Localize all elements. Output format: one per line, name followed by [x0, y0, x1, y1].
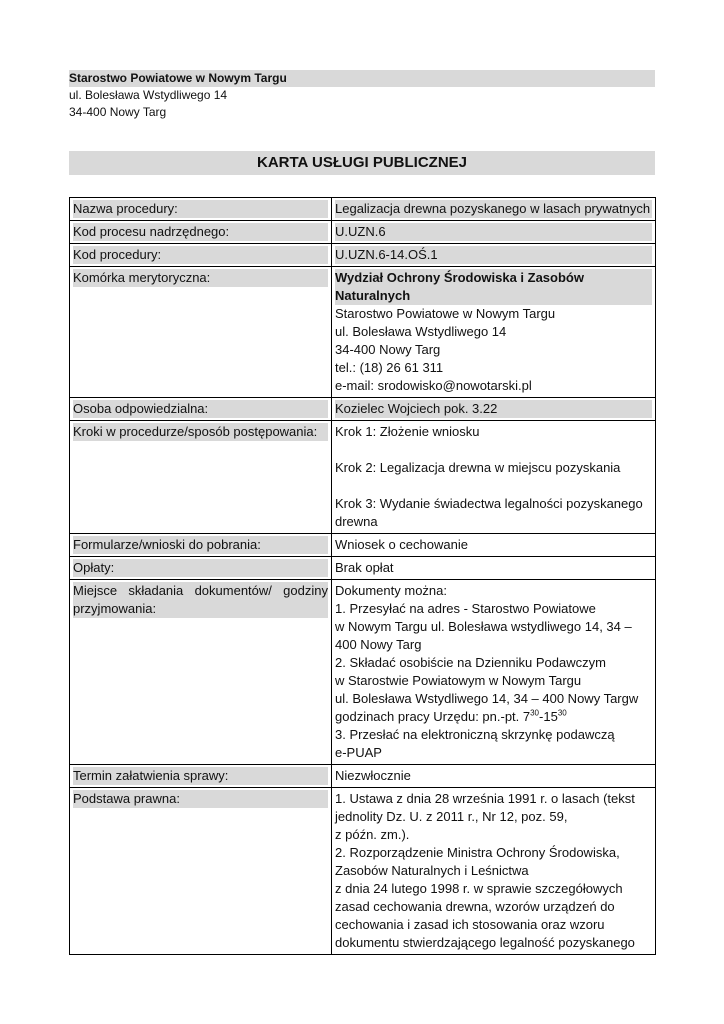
- submission-line-9: 3. Przesłać na elektroniczną skrzynkę podawczą: [335, 727, 615, 742]
- row-forms: [70, 534, 656, 557]
- row-parent-code: [70, 221, 656, 244]
- step-2: Krok 2: Legalizacja drewna w miejscu pozyskania: [335, 460, 621, 475]
- row-procedure-name: [70, 198, 656, 221]
- submission-line-6: w Starostwie Powiatowym w Nowym Targu: [335, 673, 582, 688]
- label-procedure-code: Kod procedury:: [73, 246, 328, 264]
- label-procedure-name: Nazwa procedury:: [73, 200, 328, 218]
- submission-line-10: e-PUAP: [335, 745, 382, 760]
- unit-name: Wydział Ochrony Środowiska i Zasobów Naturalnych: [335, 270, 584, 303]
- row-procedure-code: [70, 244, 656, 267]
- step-3: Krok 3: Wydanie świadectwa legalności pozyskanego: [335, 496, 643, 511]
- label-unit: Komórka merytoryczna:: [73, 269, 328, 287]
- legal-line-2: jednolity Dz. U. z 2011 r., Nr 12, poz. 59,: [335, 809, 568, 824]
- value-procedure-name: Legalizacja drewna pozyskanego w lasach prywatnych: [335, 201, 651, 216]
- value-fees: Brak opłat: [335, 560, 394, 575]
- label-legal: Podstawa prawna:: [73, 790, 328, 808]
- row-steps: [70, 421, 656, 534]
- unit-email: e-mail: srodowisko@nowotarski.pl: [335, 378, 532, 393]
- row-deadline: [70, 765, 656, 788]
- value-forms: Wniosek o cechowanie: [335, 537, 468, 552]
- step-1: Krok 1: Złożenie wniosku: [335, 424, 480, 439]
- label-fees: Opłaty:: [73, 559, 328, 577]
- row-legal: [70, 788, 656, 955]
- page-title: KARTA USŁUGI PUBLICZNEJ: [69, 151, 655, 175]
- value-parent-code: U.UZN.6: [335, 223, 652, 241]
- unit-street: ul. Bolesława Wstydliwego 14: [335, 324, 507, 339]
- submission-line-4: 400 Nowy Targ: [335, 637, 422, 652]
- value-deadline: Niezwłocznie: [335, 768, 411, 783]
- legal-line-9: dokumentu stwierdzającego legalność pozyskanego: [335, 935, 635, 950]
- row-submission: [70, 580, 656, 765]
- office-street: ul. Bolesława Wstydliwego 14: [69, 88, 228, 102]
- label-parent-code: Kod procesu nadrzędnego:: [73, 223, 328, 241]
- legal-line-7: zasad cechowania drewna, wzorów urządzeń do: [335, 899, 615, 914]
- row-fees: [70, 557, 656, 580]
- office-header: [69, 70, 655, 121]
- legal-line-1: 1. Ustawa z dnia 28 września 1991 r. o lasach (tekst: [335, 791, 635, 806]
- submission-hours: godzinach pracy Urzędu: pn.-pt. $7^{30}-15^{30}$: [335, 708, 567, 724]
- row-unit: [70, 267, 656, 398]
- service-card-table: [69, 197, 656, 955]
- label-submission: Miejsce składania dokumentów/ godziny przyjmowania:: [73, 583, 328, 616]
- office-city: 34-400 Nowy Targ: [69, 105, 167, 119]
- submission-line-3: w Nowym Targu ul. Bolesława wstydliwego 14, 34 –: [335, 619, 632, 634]
- legal-line-8: cechowania i zasad ich stosowania oraz wzoru: [335, 917, 605, 932]
- value-responsible: Kozielec Wojciech pok. 3.22: [335, 400, 652, 418]
- unit-office: Starostwo Powiatowe w Nowym Targu: [335, 306, 556, 321]
- row-responsible: [70, 398, 656, 421]
- label-steps: Kroki w procedurze/sposób postępowania:: [73, 423, 328, 441]
- submission-line-7: ul. Bolesława Wstydliwego 14, 34 – 400 Nowy Targw: [335, 691, 639, 706]
- label-forms: Formularze/wnioski do pobrania:: [73, 536, 328, 554]
- legal-line-5: Zasobów Naturalnych i Leśnictwa: [335, 863, 529, 878]
- legal-line-4: 2. Rozporządzenie Ministra Ochrony Środowiska,: [335, 845, 620, 860]
- office-name: Starostwo Powiatowe w Nowym Targu: [69, 70, 655, 87]
- submission-line-5: 2. Składać osobiście na Dzienniku Podawczym: [335, 655, 606, 670]
- submission-line-1: Dokumenty można:: [335, 583, 447, 598]
- submission-line-2: 1. Przesyłać na adres - Starostwo Powiatowe: [335, 601, 596, 616]
- label-deadline: Termin załatwienia sprawy:: [73, 767, 328, 785]
- unit-phone: tel.: (18) 26 61 311: [335, 360, 444, 375]
- unit-city: 34-400 Nowy Targ: [335, 342, 441, 357]
- label-responsible: Osoba odpowiedzialna:: [73, 400, 328, 418]
- step-3-cont: drewna: [335, 514, 378, 529]
- legal-line-6: z dnia 24 lutego 1998 r. w sprawie szczegółowych: [335, 881, 623, 896]
- value-procedure-code: U.UZN.6-14.OŚ.1: [335, 246, 652, 264]
- legal-line-3: z późn. zm.).: [335, 827, 410, 842]
